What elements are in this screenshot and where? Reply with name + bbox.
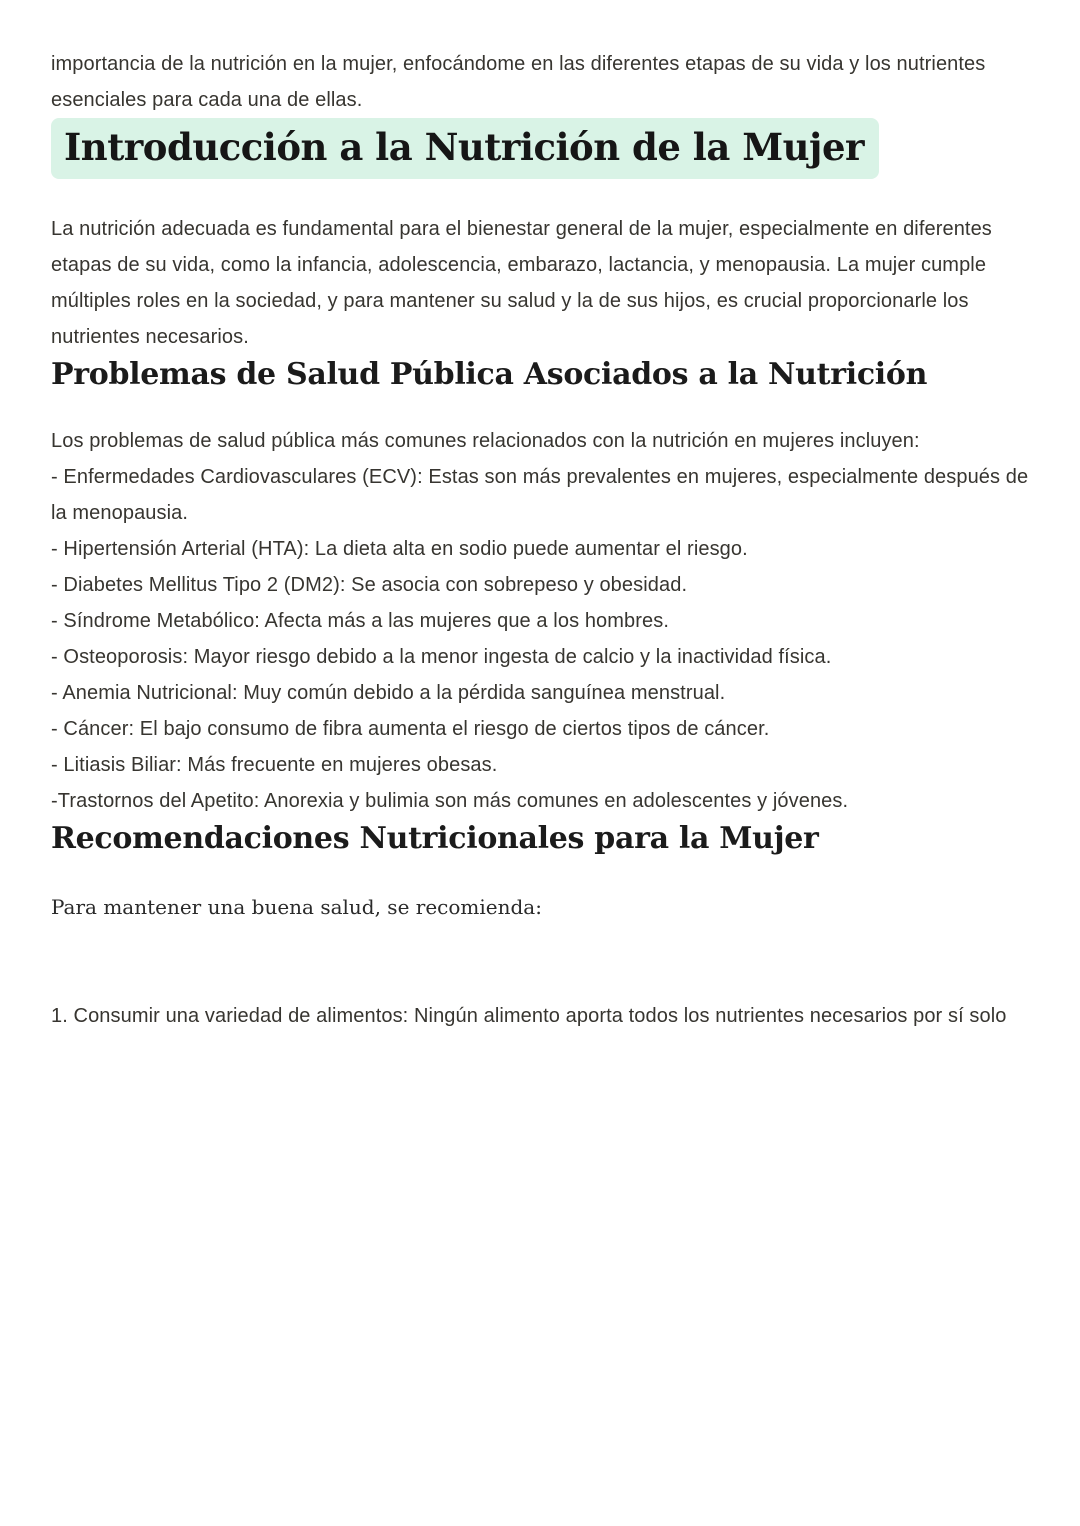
title-block: [51, 118, 1030, 179]
problem-list-item: - Cáncer: El bajo consumo de fibra aumenta el riesgo de ciertos tipos de cáncer.: [51, 718, 770, 740]
recommendations-intro-paragraph: Para mantener una buena salud, se recomienda:: [51, 895, 542, 919]
problem-list-item: - Diabetes Mellitus Tipo 2 (DM2): Se asocia con sobrepeso y obesidad.: [51, 574, 688, 596]
page-title-highlighted: Introducción a la Nutrición de la Mujer: [51, 118, 879, 179]
problem-list-item: - Hipertensión Arterial (HTA): La dieta alta en sodio puede aumentar el riesgo.: [51, 538, 748, 560]
problem-list-item: - Litiasis Biliar: Más frecuente en mujeres obesas.: [51, 754, 498, 776]
section-heading-recommendations: Recomendaciones Nutricionales para la Mujer: [51, 821, 819, 856]
problems-intro-paragraph: Los problemas de salud pública más comunes relacionados con la nutrición en mujeres incluyen:: [51, 430, 920, 452]
problem-list-item: - Anemia Nutricional: Muy común debido a la pérdida sanguínea menstrual.: [51, 682, 726, 704]
intro-paragraph: importancia de la nutrición en la mujer, enfocándome en las diferentes etapas de su vida y los nutrientes esenciales para cada una de ellas.: [51, 53, 986, 111]
introduction-paragraph: La nutrición adecuada es fundamental para el bienestar general de la mujer, especialmente en diferentes etapas de su vida, como la infancia, adolescencia, embarazo, lactancia, y menopausia. La mujer cumple múltiples roles en la sociedad, y para mantener su salud y la de sus hijos, es crucial proporcionarle los nutrientes necesarios.: [51, 218, 992, 348]
section-heading-problems: Problemas de Salud Pública Asociados a la Nutrición: [51, 357, 928, 392]
problem-list-item: - Síndrome Metabólico: Afecta más a las mujeres que a los hombres.: [51, 610, 669, 632]
problem-list-item: - Osteoporosis: Mayor riesgo debido a la menor ingesta de calcio y la inactividad física.: [51, 646, 832, 668]
recommendation-list-item: 1. Consumir una variedad de alimentos: Ningún alimento aporta todos los nutrientes necesarios por sí solo: [51, 1005, 1007, 1027]
problem-list-item: - Enfermedades Cardiovasculares (ECV): Estas son más prevalentes en mujeres, especialmente después de la menopausia.: [51, 466, 1029, 524]
problem-list-item: -Trastornos del Apetito: Anorexia y bulimia son más comunes en adolescentes y jóvenes.: [51, 790, 849, 812]
